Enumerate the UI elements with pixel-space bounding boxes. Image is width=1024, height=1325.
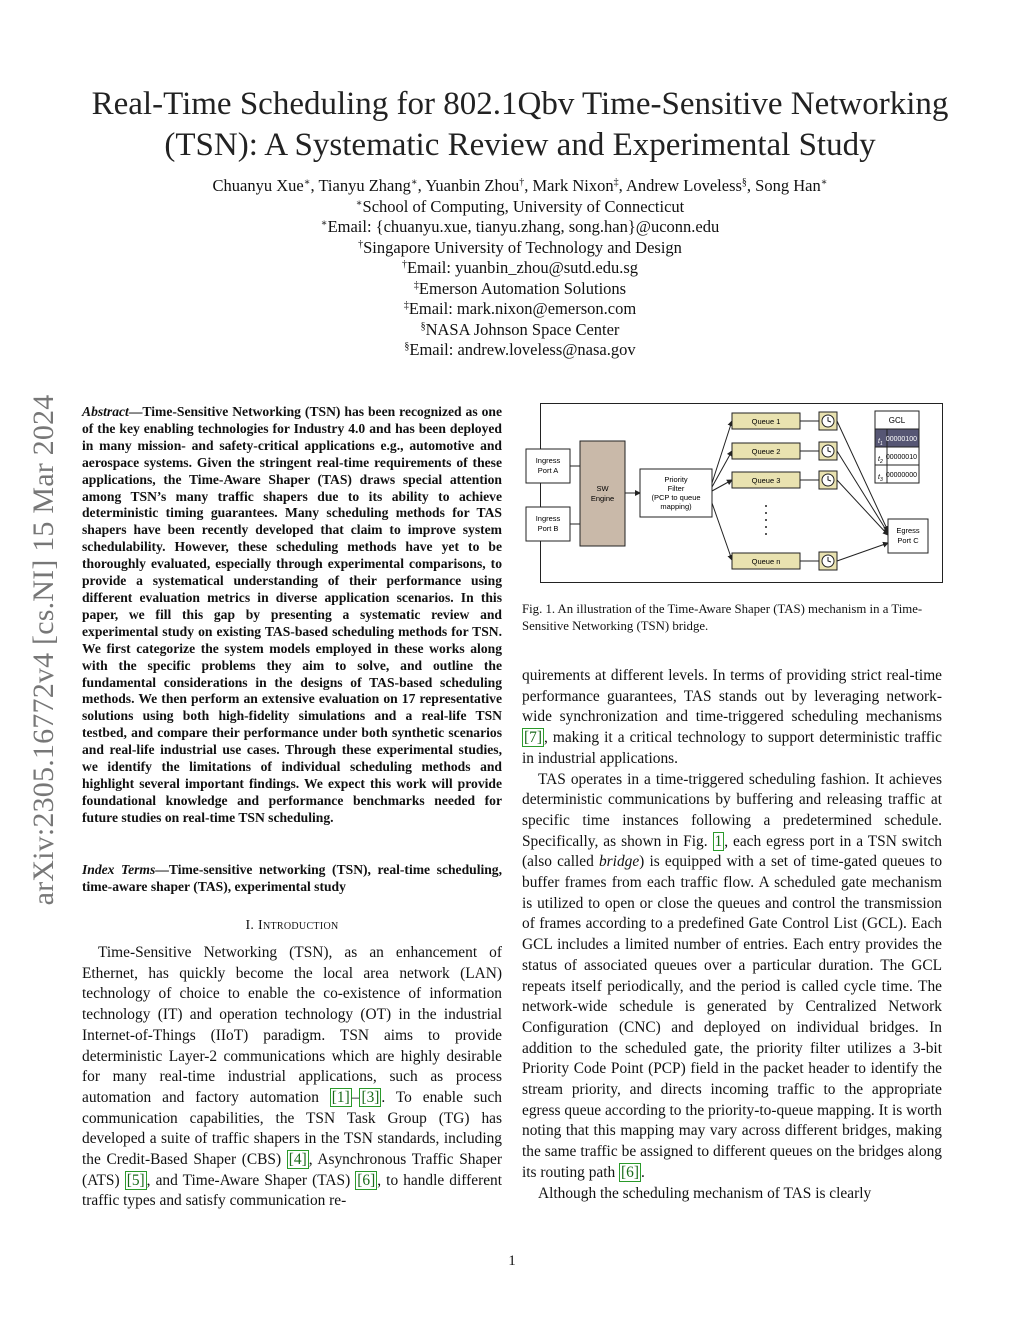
gcl-entry: 00000000 bbox=[885, 472, 917, 479]
clock-icon bbox=[819, 412, 837, 430]
affil-mark: ∗ bbox=[355, 197, 363, 209]
egress-label: Egress bbox=[896, 526, 920, 535]
citation-link[interactable]: [6] bbox=[357, 1171, 376, 1189]
citation-link[interactable]: [6] bbox=[621, 1163, 639, 1181]
affiliation-4 bbox=[80, 320, 960, 341]
affil-mark: ∗ bbox=[820, 177, 828, 188]
section-heading: I. Introduction bbox=[245, 918, 339, 933]
priority-filter-label: Filter bbox=[667, 484, 685, 493]
affiliation-text: NASA Johnson Space Center bbox=[425, 319, 620, 339]
citation-link[interactable]: [7] bbox=[524, 729, 542, 747]
affil-mark: ∗ bbox=[320, 218, 328, 229]
body-text: ) is equipped with a set of time-gated queues to buffer frames from each traffic flow. A scheduled gate mechanism is utilized to open or close the queues and control the transmission of frames according to a predefined Gate Control List (GCL). Each GCL includes a limited number of entries. Each entry provides the status of associated queues over a particular duration. The GCL repeats itself periodically, and the period is called cycle time. The network-wide schedule is generated by Centralized Network Configuration (CNC) and deployed on individual bridges. In addition to the scheduled gate, the priority filter utilizes a 3-bit Priority Code Point (PCP) field in the packet header to identify the stream priority, and directs incoming traffic to the appropriate egress queue according to the priority-to-queue mapping. It is worth noting that this mapping may vary across different bridges, making the same traffic be assigned to different queues on the bridges along its routing path bbox=[522, 853, 943, 1181]
clock-icon bbox=[819, 471, 837, 489]
body-text: . bbox=[641, 1163, 645, 1181]
body-column-2 bbox=[522, 666, 942, 1204]
intro-text: Time-Sensitive Networking (TSN), as an enhancement of Ethernet, has quickly become the local area network (LAN) technology of choice to enable the co-existence of information technology (IT) and operation technology (OT) in the industrial Internet-of-Things (IIoT) paradigm. TSN aims to provide deterministic Layer-2 communications which are highly desirable for many real-time industrial applications, such as process automation and factory automation bbox=[82, 944, 502, 1106]
tas-diagram-svg bbox=[535, 403, 943, 583]
author-2: Tianyu Zhang bbox=[318, 176, 411, 195]
queue-label: Queue 3 bbox=[751, 476, 781, 485]
email-text: Email: {chuanyu.xue, tianyu.zhang, song.han}@uconn.edu bbox=[327, 217, 720, 236]
affiliation-2 bbox=[80, 238, 960, 259]
index-terms-text: Time-sensitive networking (TSN), real-time scheduling, time-aware shaper (TAS), experimental study bbox=[82, 862, 503, 894]
gcl-entry: 00000100 bbox=[885, 436, 917, 443]
affiliation-1 bbox=[80, 197, 960, 218]
body-text: , each egress port in a TSN switch (also called bbox=[522, 832, 942, 871]
priority-filter-label: Priority bbox=[664, 475, 688, 484]
author-1: Chuanyu Xue bbox=[212, 176, 304, 195]
affil-mark: ‡ bbox=[403, 300, 409, 311]
affiliation-text: Emerson Automation Solutions bbox=[418, 278, 627, 298]
affil-mark: ∗ bbox=[410, 177, 418, 188]
index-terms-dash: — bbox=[155, 862, 169, 877]
intro-text: . To enable such communication capabilities, the TSN Task Group (TG) has developed a suite of traffic shapers in the TSN standards, including the Credit-Based Shaper (CBS) bbox=[82, 1088, 502, 1169]
citation-link[interactable]: [4] bbox=[288, 1151, 307, 1169]
affil-mark: ‡ bbox=[413, 279, 419, 291]
ingress-b-label: Port B bbox=[537, 524, 559, 533]
sw-engine-label: SW bbox=[596, 484, 609, 493]
figure-caption: Fig. 1. An illustration of the Time-Aware Shaper (TAS) mechanism in a Time-Sensitive Networking (TSN) bridge. bbox=[522, 602, 923, 633]
email-4 bbox=[80, 340, 960, 361]
email-2 bbox=[80, 258, 960, 279]
egress-label: Port C bbox=[897, 536, 919, 545]
priority-filter-label: (PCP to queue bbox=[651, 493, 701, 502]
page-number: 1 bbox=[508, 1253, 516, 1269]
queue-label: Queue 2 bbox=[751, 447, 781, 456]
citation-link[interactable]: [5] bbox=[126, 1171, 145, 1189]
affil-mark: § bbox=[420, 320, 426, 332]
arxiv-id: arXiv:2305.16772v4 [cs.NI] 15 Mar 2024 bbox=[27, 394, 60, 906]
index-terms-lead: Index Terms bbox=[82, 862, 156, 877]
title-line-2: (TSN): A Systematic Review and Experimental Study bbox=[164, 127, 876, 163]
priority-filter-label: mapping) bbox=[660, 502, 692, 511]
paper-title bbox=[70, 84, 970, 166]
body-paragraph: Although the scheduling mechanism of TAS is clearly bbox=[538, 1184, 872, 1202]
affil-mark: § bbox=[404, 341, 410, 352]
ingress-a-label: Port A bbox=[537, 466, 559, 475]
gcl-title: GCL bbox=[888, 416, 906, 425]
sw-engine-label: Engine bbox=[590, 494, 615, 503]
affil-mark: § bbox=[741, 177, 747, 188]
body-text: quirements at different levels. In terms of providing strict real-time performance guarantees, TAS stands out by leveraging network-wide synchronization and time-triggered scheduling mechanisms bbox=[522, 667, 942, 726]
affil-mark: † bbox=[401, 259, 407, 270]
clock-icon bbox=[819, 552, 837, 570]
abstract-text: Time-Sensitive Networking (TSN) has been recognized as one of the key enabling technologies for Industry 4.0 and has been deployed in many mission- and safety-critical applications e.g., automotive and aerospace systems. Given the stringent real-time requirements of these applications, the Time-Aware Shaper (TAS) draws special attention among TSN’s many traffic shapers due to its ability to achieve deterministic timing guarantees. Many scheduling methods for TAS shapers have been recently developed that claim to improve system schedulability. However, these scheduling methods have yet to be thoroughly evaluated, especially through experimental comparisons, to provide a systematical understanding of their performance using different evaluation metrics in diverse application scenarios. In this paper, we fill this gap by presenting a systematic review and experimental study on existing TAS-based scheduling methods for TSN. We first categorize the system models employed in these works along with the specific problems they aim to solve, and outline the fundamental considerations in the designs of TAS-based scheduling methods. We then perform an extensive evaluation on 17 representative solutions using both high-fidelity simulations and a real-life TSN testbed, and compare their performance under both synthetic scenarios and real-life industrial use cases. Through these experimental studies, we identify the limitations of individual scheduling methods and highlight several important findings. We expect this work will provide foundational knowledge and performance benchmarks needed for future studies on real-time TSN scheduling. bbox=[82, 404, 502, 825]
abstract bbox=[82, 404, 502, 827]
email-3 bbox=[80, 299, 960, 320]
email-1 bbox=[80, 217, 960, 238]
body-paragraph bbox=[522, 770, 942, 1184]
gcl-time-label: $t_2$ bbox=[878, 456, 883, 465]
ingress-a-label: Ingress bbox=[535, 456, 561, 465]
intro-paragraph bbox=[82, 943, 502, 1212]
author-6: Song Han bbox=[755, 176, 821, 195]
affil-mark: † bbox=[519, 177, 525, 188]
affiliation-3 bbox=[80, 279, 960, 300]
affiliation-text: School of Computing, University of Connecticut bbox=[362, 196, 685, 216]
gcl-time-label: $t_1$ bbox=[878, 438, 883, 447]
author-list: Chuanyu Xue∗, Tianyu Zhang∗, Yuanbin Zhou†, Mark Nixon‡, Andrew Loveless§, Song Han∗ bbox=[212, 176, 828, 195]
affil-mark: ‡ bbox=[613, 177, 619, 188]
author-block bbox=[80, 176, 960, 361]
clock-icon bbox=[819, 442, 837, 460]
citation-link[interactable]: [1] bbox=[331, 1088, 350, 1106]
index-terms bbox=[82, 862, 502, 896]
title-line-1: Real-Time Scheduling for 802.1Qbv Time-Sensitive Networking bbox=[91, 86, 949, 122]
intro-text: , and Time-Aware Shaper (TAS) bbox=[146, 1171, 356, 1189]
range-dash: – bbox=[351, 1088, 360, 1106]
queue-label: Queue n bbox=[751, 557, 781, 566]
email-text: Email: andrew.loveless@nasa.gov bbox=[409, 340, 636, 359]
abstract-lead: Abstract bbox=[82, 404, 129, 419]
author-5: Andrew Loveless bbox=[625, 176, 742, 195]
affiliation-text: Singapore University of Technology and Design bbox=[363, 237, 682, 257]
emphasis-text: bridge bbox=[598, 853, 640, 871]
affil-mark: † bbox=[358, 238, 364, 250]
intro-column-1 bbox=[82, 943, 502, 1212]
queue-label: Queue 1 bbox=[751, 417, 781, 426]
body-paragraph bbox=[522, 666, 942, 770]
author-4: Mark Nixon bbox=[532, 176, 614, 195]
abstract-dash: — bbox=[128, 404, 143, 419]
intro-text: , Asynchronous Traffic Shaper (ATS) bbox=[82, 1151, 502, 1189]
affil-mark: ∗ bbox=[303, 177, 311, 188]
gcl-time-label: $t_3$ bbox=[878, 474, 883, 483]
citation-link[interactable]: [3] bbox=[361, 1088, 380, 1106]
email-text: Email: yuanbin_zhou@sutd.edu.sg bbox=[406, 258, 639, 277]
figure-link[interactable]: 1 bbox=[714, 832, 723, 850]
intro-text: , to handle different traffic types and satisfy communication re- bbox=[82, 1171, 503, 1210]
body-text: , making it a critical technology to support deterministic traffic in industrial applications. bbox=[522, 729, 942, 767]
body-text: TAS operates in a time-triggered scheduling fashion. It achieves deterministic communications by buffering and releasing traffic at specific time instances following a predetermined schedule. Specifically, as shown in Fig. bbox=[522, 770, 942, 850]
figure-tas-diagram bbox=[535, 403, 943, 583]
author-3: Yuanbin Zhou bbox=[425, 176, 520, 195]
gcl-entry: 00000010 bbox=[885, 454, 917, 461]
email-text: Email: mark.nixon@emerson.com bbox=[408, 299, 637, 318]
ingress-b-label: Ingress bbox=[535, 514, 561, 523]
